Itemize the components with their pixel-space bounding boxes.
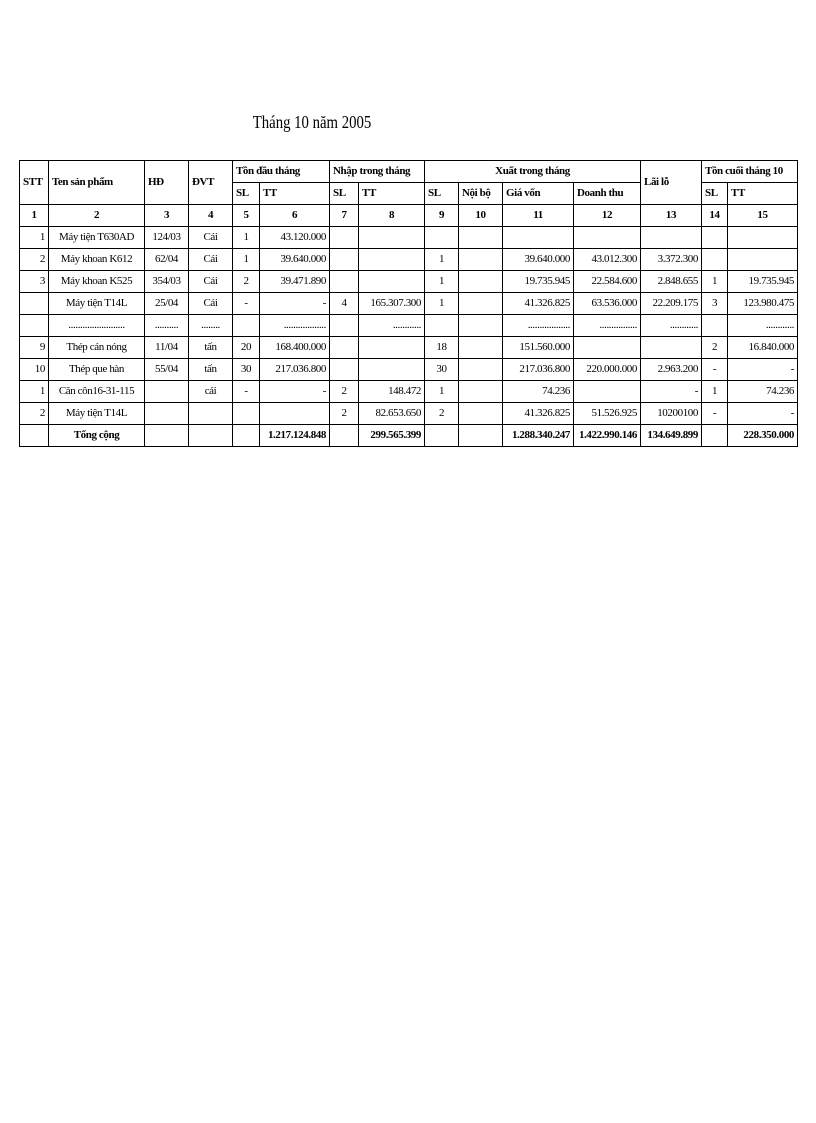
table-cell: 148.472 [359,381,425,403]
table-cell: .................. [503,315,574,337]
column-number-cell: 10 [459,205,503,227]
table-cell: 217.036.800 [503,359,574,381]
table-cell: 151.560.000 [503,337,574,359]
table-cell: - [641,381,702,403]
table-cell [425,227,459,249]
table-cell [574,337,641,359]
table-cell [459,403,503,425]
column-number-row [20,205,798,227]
table-cell: Máy tiện T14L [49,293,145,315]
table-cell: 43.012.300 [574,249,641,271]
table-cell: 74.236 [728,381,798,403]
header-xuat-doanh-thu: Doanh thu [574,183,641,205]
table-cell [145,403,189,425]
column-number-cell: 14 [702,205,728,227]
table-cell [233,403,260,425]
header-xuat-sl: SL [425,183,459,205]
table-cell: 2 [702,337,728,359]
table-cell: - [233,381,260,403]
table-cell: 2 [330,403,359,425]
table-cell [330,315,359,337]
table-cell: ............ [641,315,702,337]
header-nhap-sl: SL [330,183,359,205]
table-cell: 20 [233,337,260,359]
table-cell [359,271,425,293]
table-cell: Máy tiện T14L [49,403,145,425]
table-cell [459,337,503,359]
table-body [20,227,798,425]
table-cell [330,227,359,249]
table-cell: cái [189,381,233,403]
table-cell: - [728,403,798,425]
table-cell: .......... [145,315,189,337]
header-xuat-gia-von: Giá vốn [503,183,574,205]
table-cell: Cái [189,293,233,315]
header-xuat-noi-bo: Nội bộ [459,183,503,205]
table-row [20,315,798,337]
table-cell: 1 [425,293,459,315]
table-cell [145,381,189,403]
table-cell: 30 [425,359,459,381]
total-label: Tổng cộng [49,425,145,447]
header-lai-lo: Lãi lỗ [641,161,702,205]
table-cell [459,249,503,271]
table-cell: 18 [425,337,459,359]
table-cell [459,381,503,403]
table-cell: 1 [425,249,459,271]
table-cell: 123.980.475 [728,293,798,315]
table-cell [574,381,641,403]
table-cell: 41.326.825 [503,293,574,315]
total-gia-von: 1.288.340.247 [503,425,574,447]
table-cell: 1 [425,271,459,293]
header-nhap-tt: TT [359,183,425,205]
table-cell [459,359,503,381]
table-cell: 1 [425,381,459,403]
table-cell [359,227,425,249]
column-number-cell: 11 [503,205,574,227]
table-cell: 25/04 [145,293,189,315]
table-cell: tấn [189,337,233,359]
column-number-cell: 9 [425,205,459,227]
table-cell [330,249,359,271]
table-cell [359,359,425,381]
table-cell: 74.236 [503,381,574,403]
table-cell [503,227,574,249]
table-cell: 41.326.825 [503,403,574,425]
table-cell: - [702,359,728,381]
table-cell: 220.000.000 [574,359,641,381]
table-row [20,403,798,425]
table-cell: 1 [20,381,49,403]
table-cell [702,249,728,271]
table-cell [330,271,359,293]
page-title: Tháng 10 năm 2005 [252,112,372,132]
column-number-cell: 5 [233,205,260,227]
table-row [20,227,798,249]
table-cell: 51.526.925 [574,403,641,425]
table-cell: Máy khoan K525 [49,271,145,293]
table-cell: 124/03 [145,227,189,249]
table-cell: ............ [728,315,798,337]
table-cell [20,293,49,315]
table-cell: 2.963.200 [641,359,702,381]
table-cell: 22.209.175 [641,293,702,315]
table-cell [459,293,503,315]
column-number-cell: 1 [20,205,49,227]
table-cell: 2 [20,249,49,271]
table-cell: 1 [233,249,260,271]
column-number-cell: 3 [145,205,189,227]
table-cell: tấn [189,359,233,381]
table-cell: 3 [20,271,49,293]
total-row [20,425,798,447]
table-cell [459,227,503,249]
header-ton-dau-tt: TT [260,183,330,205]
table-cell: Căn côn16-31-115 [49,381,145,403]
header-ton-dau-thang: Tồn đầu tháng [233,161,330,183]
table-cell: 2 [330,381,359,403]
header-dvt: ĐVT [189,161,233,205]
table-cell [702,315,728,337]
table-cell [459,315,503,337]
column-number-cell: 2 [49,205,145,227]
table-cell: ............ [359,315,425,337]
table-cell: 4 [330,293,359,315]
total-doanh-thu: 1.422.990.146 [574,425,641,447]
column-number-cell: 12 [574,205,641,227]
table-cell [189,403,233,425]
table-cell: 63.536.000 [574,293,641,315]
table-cell: 39.471.890 [260,271,330,293]
table-cell: 10200100 [641,403,702,425]
column-number-cell: 4 [189,205,233,227]
table-row [20,249,798,271]
table-cell: Cái [189,271,233,293]
table-cell: 2.848.655 [641,271,702,293]
table-row [20,381,798,403]
table-cell: 168.400.000 [260,337,330,359]
table-cell: 1 [233,227,260,249]
table-cell: Cái [189,227,233,249]
table-row [20,293,798,315]
table-cell [459,271,503,293]
table-cell: Thép que hàn [49,359,145,381]
table-row [20,359,798,381]
total-nhap-tt: 299.565.399 [359,425,425,447]
table-cell: Máy khoan K612 [49,249,145,271]
column-number-cell: 15 [728,205,798,227]
table-cell: Cái [189,249,233,271]
table-cell: 2 [233,271,260,293]
table-cell: ................ [574,315,641,337]
table-cell: 30 [233,359,260,381]
table-cell: 1 [20,227,49,249]
total-lai-lo: 134.649.899 [641,425,702,447]
table-cell [728,249,798,271]
inventory-report-table [19,160,798,447]
table-cell: Thép cán nóng [49,337,145,359]
table-cell [330,359,359,381]
table-cell: Máy tiện T630AD [49,227,145,249]
table-cell [20,315,49,337]
header-nhap-trong-thang: Nhập trong tháng [330,161,425,183]
header-ton-dau-sl: SL [233,183,260,205]
table-cell: - [260,381,330,403]
table-cell: - [702,403,728,425]
table-cell [641,337,702,359]
header-ton-cuoi-thang: Tồn cuối tháng 10 [702,161,798,183]
table-cell: 217.036.800 [260,359,330,381]
table-cell: - [233,293,260,315]
header-stt: STT [20,161,49,205]
table-cell: 10 [20,359,49,381]
header-ton-cuoi-sl: SL [702,183,728,205]
column-number-cell: 7 [330,205,359,227]
table-cell: 22.584.600 [574,271,641,293]
table-cell: 9 [20,337,49,359]
table-cell: 2 [20,403,49,425]
column-number-cell: 8 [359,205,425,227]
table-cell [702,227,728,249]
table-cell [425,315,459,337]
table-cell [260,403,330,425]
table-cell: 62/04 [145,249,189,271]
table-cell: .................. [260,315,330,337]
table-cell [330,337,359,359]
table-cell: 82.653.650 [359,403,425,425]
table-cell [728,227,798,249]
table-cell: 165.307.300 [359,293,425,315]
table-row [20,337,798,359]
table-cell: 354/03 [145,271,189,293]
table-cell: ........ [189,315,233,337]
table-cell [359,249,425,271]
table-cell: 39.640.000 [503,249,574,271]
table-cell: 2 [425,403,459,425]
table-cell: 55/04 [145,359,189,381]
table-cell [359,337,425,359]
table-cell: 19.735.945 [728,271,798,293]
header-ten-san-pham: Ten sản phẩm [49,161,145,205]
header-xuat-trong-thang: Xuất trong tháng [425,161,641,183]
total-ton-cuoi-tt: 228.350.000 [728,425,798,447]
header-ton-cuoi-tt: TT [728,183,798,205]
table-cell: - [728,359,798,381]
column-number-cell: 6 [260,205,330,227]
table-cell: 11/04 [145,337,189,359]
table-cell [574,227,641,249]
table-cell [641,227,702,249]
table-cell: 43.120.000 [260,227,330,249]
table-row [20,271,798,293]
total-ton-dau-tt: 1.217.124.848 [260,425,330,447]
column-number-cell: 13 [641,205,702,227]
table-cell: 39.640.000 [260,249,330,271]
table-cell: ........................ [49,315,145,337]
table-cell: 16.840.000 [728,337,798,359]
table-cell: 19.735.945 [503,271,574,293]
table-cell [233,315,260,337]
table-cell: 1 [702,381,728,403]
table-cell: 3 [702,293,728,315]
table-cell: 1 [702,271,728,293]
table-cell: - [260,293,330,315]
header-hd: HĐ [145,161,189,205]
table-cell: 3.372.300 [641,249,702,271]
